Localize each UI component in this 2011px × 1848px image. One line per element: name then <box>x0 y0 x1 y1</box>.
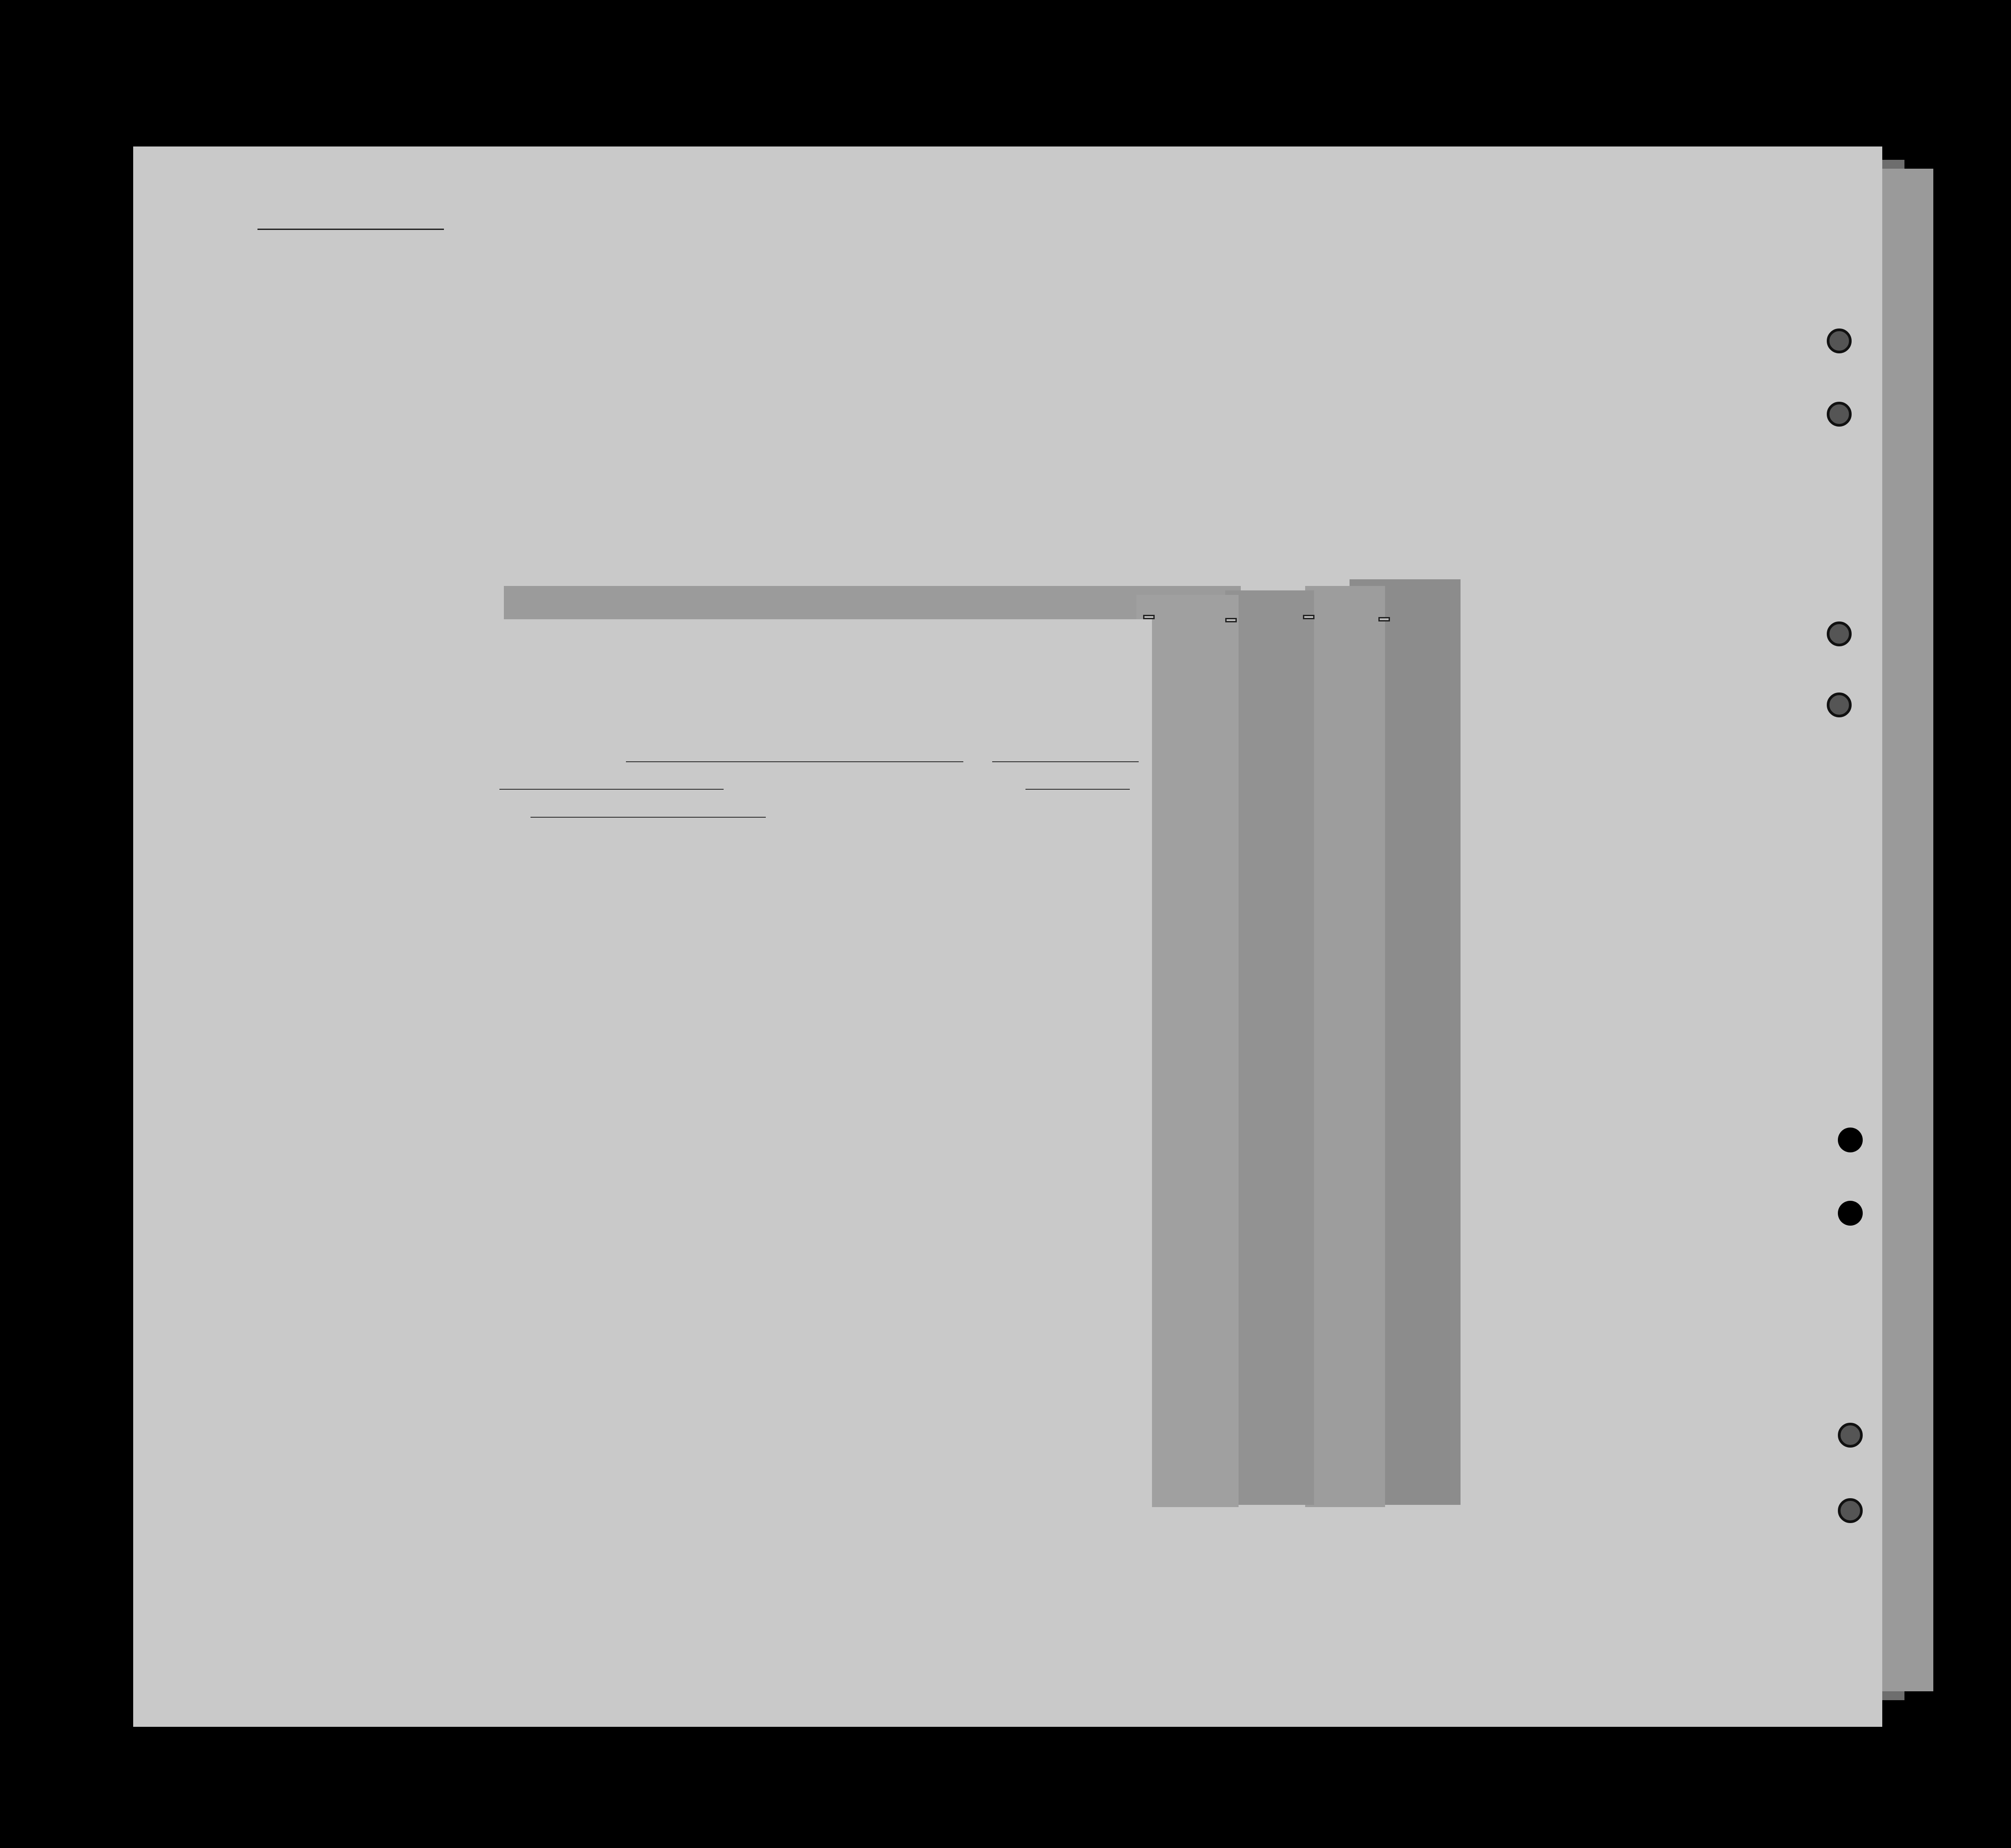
binder-hole <box>1838 1498 1863 1523</box>
master-list-sheet <box>453 619 1152 1512</box>
header-verifications <box>1656 395 1773 398</box>
section-not-preexamined <box>477 859 497 1139</box>
carried-from-line <box>626 761 963 762</box>
header-married <box>804 395 835 484</box>
lockheed-card-2 <box>1225 590 1314 1505</box>
binder-hole <box>1827 693 1852 717</box>
us-cit-tag <box>1225 618 1237 622</box>
date-line <box>992 761 1139 762</box>
header-visa <box>1429 391 1518 392</box>
country-line <box>499 789 724 790</box>
section-preexamined <box>477 1183 497 1449</box>
binder-hole <box>1827 328 1852 353</box>
binder-hole <box>1827 621 1852 646</box>
binder-hole <box>1838 1423 1863 1448</box>
binder-hole <box>1827 402 1852 427</box>
binder-hole <box>1838 1201 1863 1226</box>
lockheed-card-3 <box>1305 586 1385 1507</box>
aircraft-line <box>1025 789 1130 790</box>
us-cit-tag <box>1378 617 1390 621</box>
binder-hole <box>1838 1128 1863 1152</box>
landing-line <box>530 817 766 818</box>
back-sheet-2 <box>1873 169 1933 1691</box>
us-cit-tag <box>1143 615 1155 619</box>
us-cit-tag <box>1303 615 1314 619</box>
master-list-grid <box>453 619 1152 1512</box>
header-head-tax <box>212 400 283 402</box>
